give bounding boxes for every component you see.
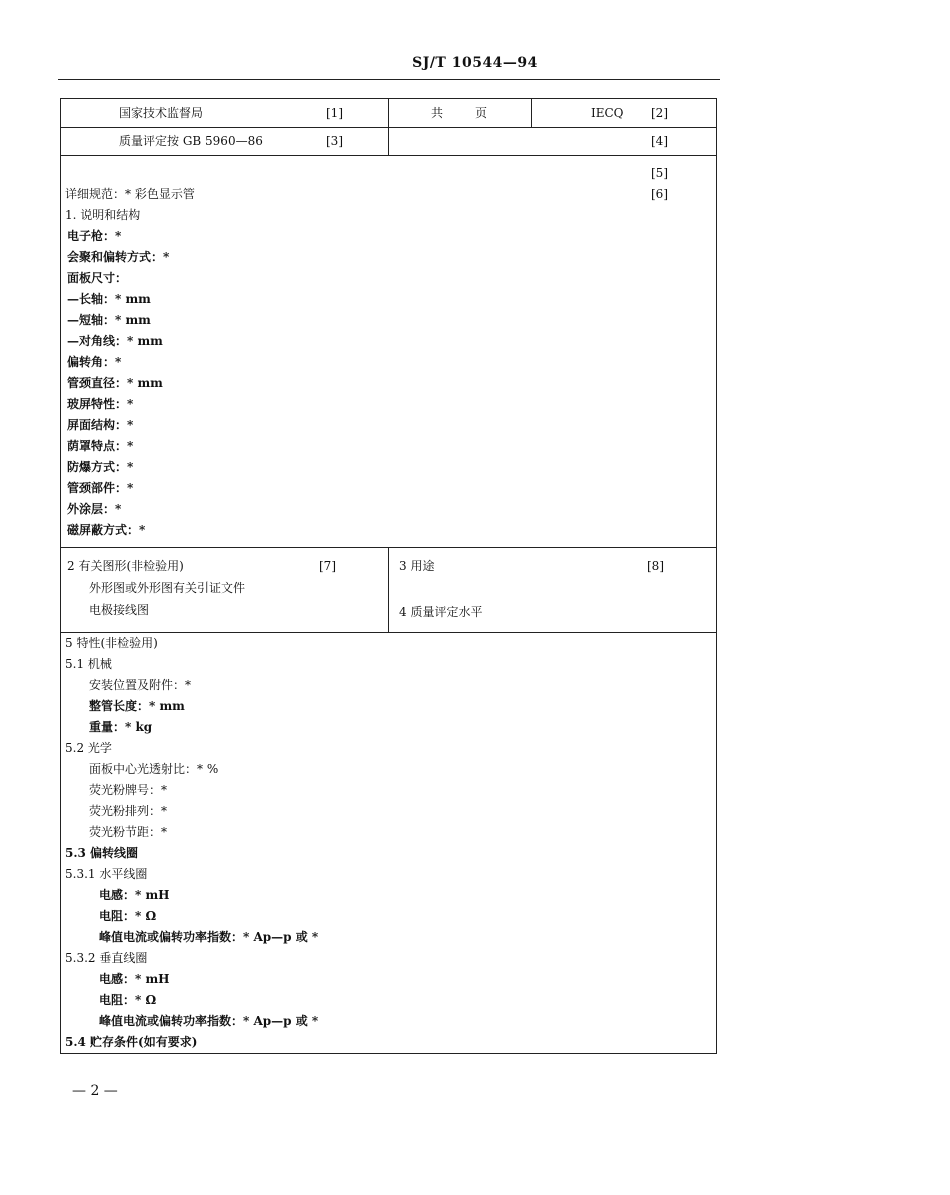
assessment-standard: 质量评定按 GB 5960—86 [119, 134, 263, 148]
section-heading: 5.4 贮存条件(如有要求) [65, 1035, 198, 1049]
ref-1: [1] [326, 106, 343, 120]
iecq-label: IECQ [591, 106, 624, 120]
pages-gong: 共 [431, 106, 444, 120]
spec-item: 屏面结构：* [67, 418, 134, 432]
drawings-line: 外形图或外形图有关引证文件 [89, 581, 246, 595]
spec-item: —长轴：* mm [67, 292, 151, 306]
spec-item: 荫罩特点：* [67, 439, 134, 453]
spec-item: 电感：* mH [99, 972, 170, 986]
ref-3: [3] [326, 134, 343, 148]
spec-item: 电阻：* Ω [99, 993, 157, 1007]
section-heading: 1. 说明和结构 [65, 208, 141, 222]
spec-item: 会聚和偏转方式：* [67, 250, 170, 264]
spec-item: 安装位置及附件：* [89, 678, 192, 692]
spec-item: 管颈直径：* mm [67, 376, 163, 390]
spec-item: —短轴：* mm [67, 313, 151, 327]
usage-heading: 3 用途 [399, 559, 435, 573]
pages-ye: 页 [475, 106, 488, 120]
spec-item: 防爆方式：* [67, 460, 134, 474]
spec-item: 面板尺寸： [67, 271, 128, 285]
spec-item: 电阻：* Ω [99, 909, 157, 923]
spec-form [60, 98, 717, 1054]
characteristics-heading: 5 特性(非检验用) [65, 636, 158, 650]
drawings-line: 电极接线图 [89, 603, 150, 617]
spec-item: 面板中心光透射比：* % [89, 762, 219, 776]
section-heading: 5.1 机械 [65, 657, 112, 671]
drawings-heading: 2 有关图形(非检验用) [67, 559, 184, 573]
spec-item: 荧光粉排列：* [89, 804, 168, 818]
spec-item: 整管长度：* mm [89, 699, 185, 713]
quality-level-heading: 4 质量评定水平 [399, 605, 483, 619]
section-heading: 5.3 偏转线圈 [65, 846, 139, 860]
spec-item: 外涂层：* [67, 502, 122, 516]
ref-4: [4] [651, 134, 668, 148]
section-heading: 5.3.2 垂直线圈 [65, 951, 148, 965]
ref-2: [2] [651, 106, 668, 120]
ref-7: [7] [319, 559, 336, 573]
document-number: SJ/T 10544—94 [412, 55, 538, 71]
spec-item: 峰值电流或偏转功率指数：* Ap—p 或 * [99, 930, 319, 944]
ref-8: [8] [647, 559, 664, 573]
spec-item: 重量：* kg [89, 720, 153, 734]
spec-item: 玻屏特性：* [67, 397, 134, 411]
column-divider [388, 99, 389, 155]
authority: 国家技术监督局 [119, 106, 204, 120]
spec-title: 详细规范：* 彩色显示管 [65, 187, 195, 201]
spec-item: 荧光粉牌号：* [89, 783, 168, 797]
row-divider [61, 155, 716, 156]
spec-item: 磁屏蔽方式：* [67, 523, 146, 537]
spec-item: 偏转角：* [67, 355, 122, 369]
row-divider [61, 632, 716, 633]
spec-item: 峰值电流或偏转功率指数：* Ap—p 或 * [99, 1014, 319, 1028]
page-number: — 2 — [72, 1083, 118, 1099]
spec-item: 荧光粉节距：* [89, 825, 168, 839]
ref-5: [5] [651, 166, 668, 180]
column-divider [531, 99, 532, 127]
column-divider [388, 547, 389, 632]
spec-item: —对角线：* mm [67, 334, 163, 348]
ref-6: [6] [651, 187, 668, 201]
spec-item: 管颈部件：* [67, 481, 134, 495]
section-heading: 5.2 光学 [65, 741, 112, 755]
spec-item: 电感：* mH [99, 888, 170, 902]
section-heading: 5.3.1 水平线圈 [65, 867, 148, 881]
spec-item: 电子枪：* [67, 229, 122, 243]
header-rule [58, 79, 720, 80]
